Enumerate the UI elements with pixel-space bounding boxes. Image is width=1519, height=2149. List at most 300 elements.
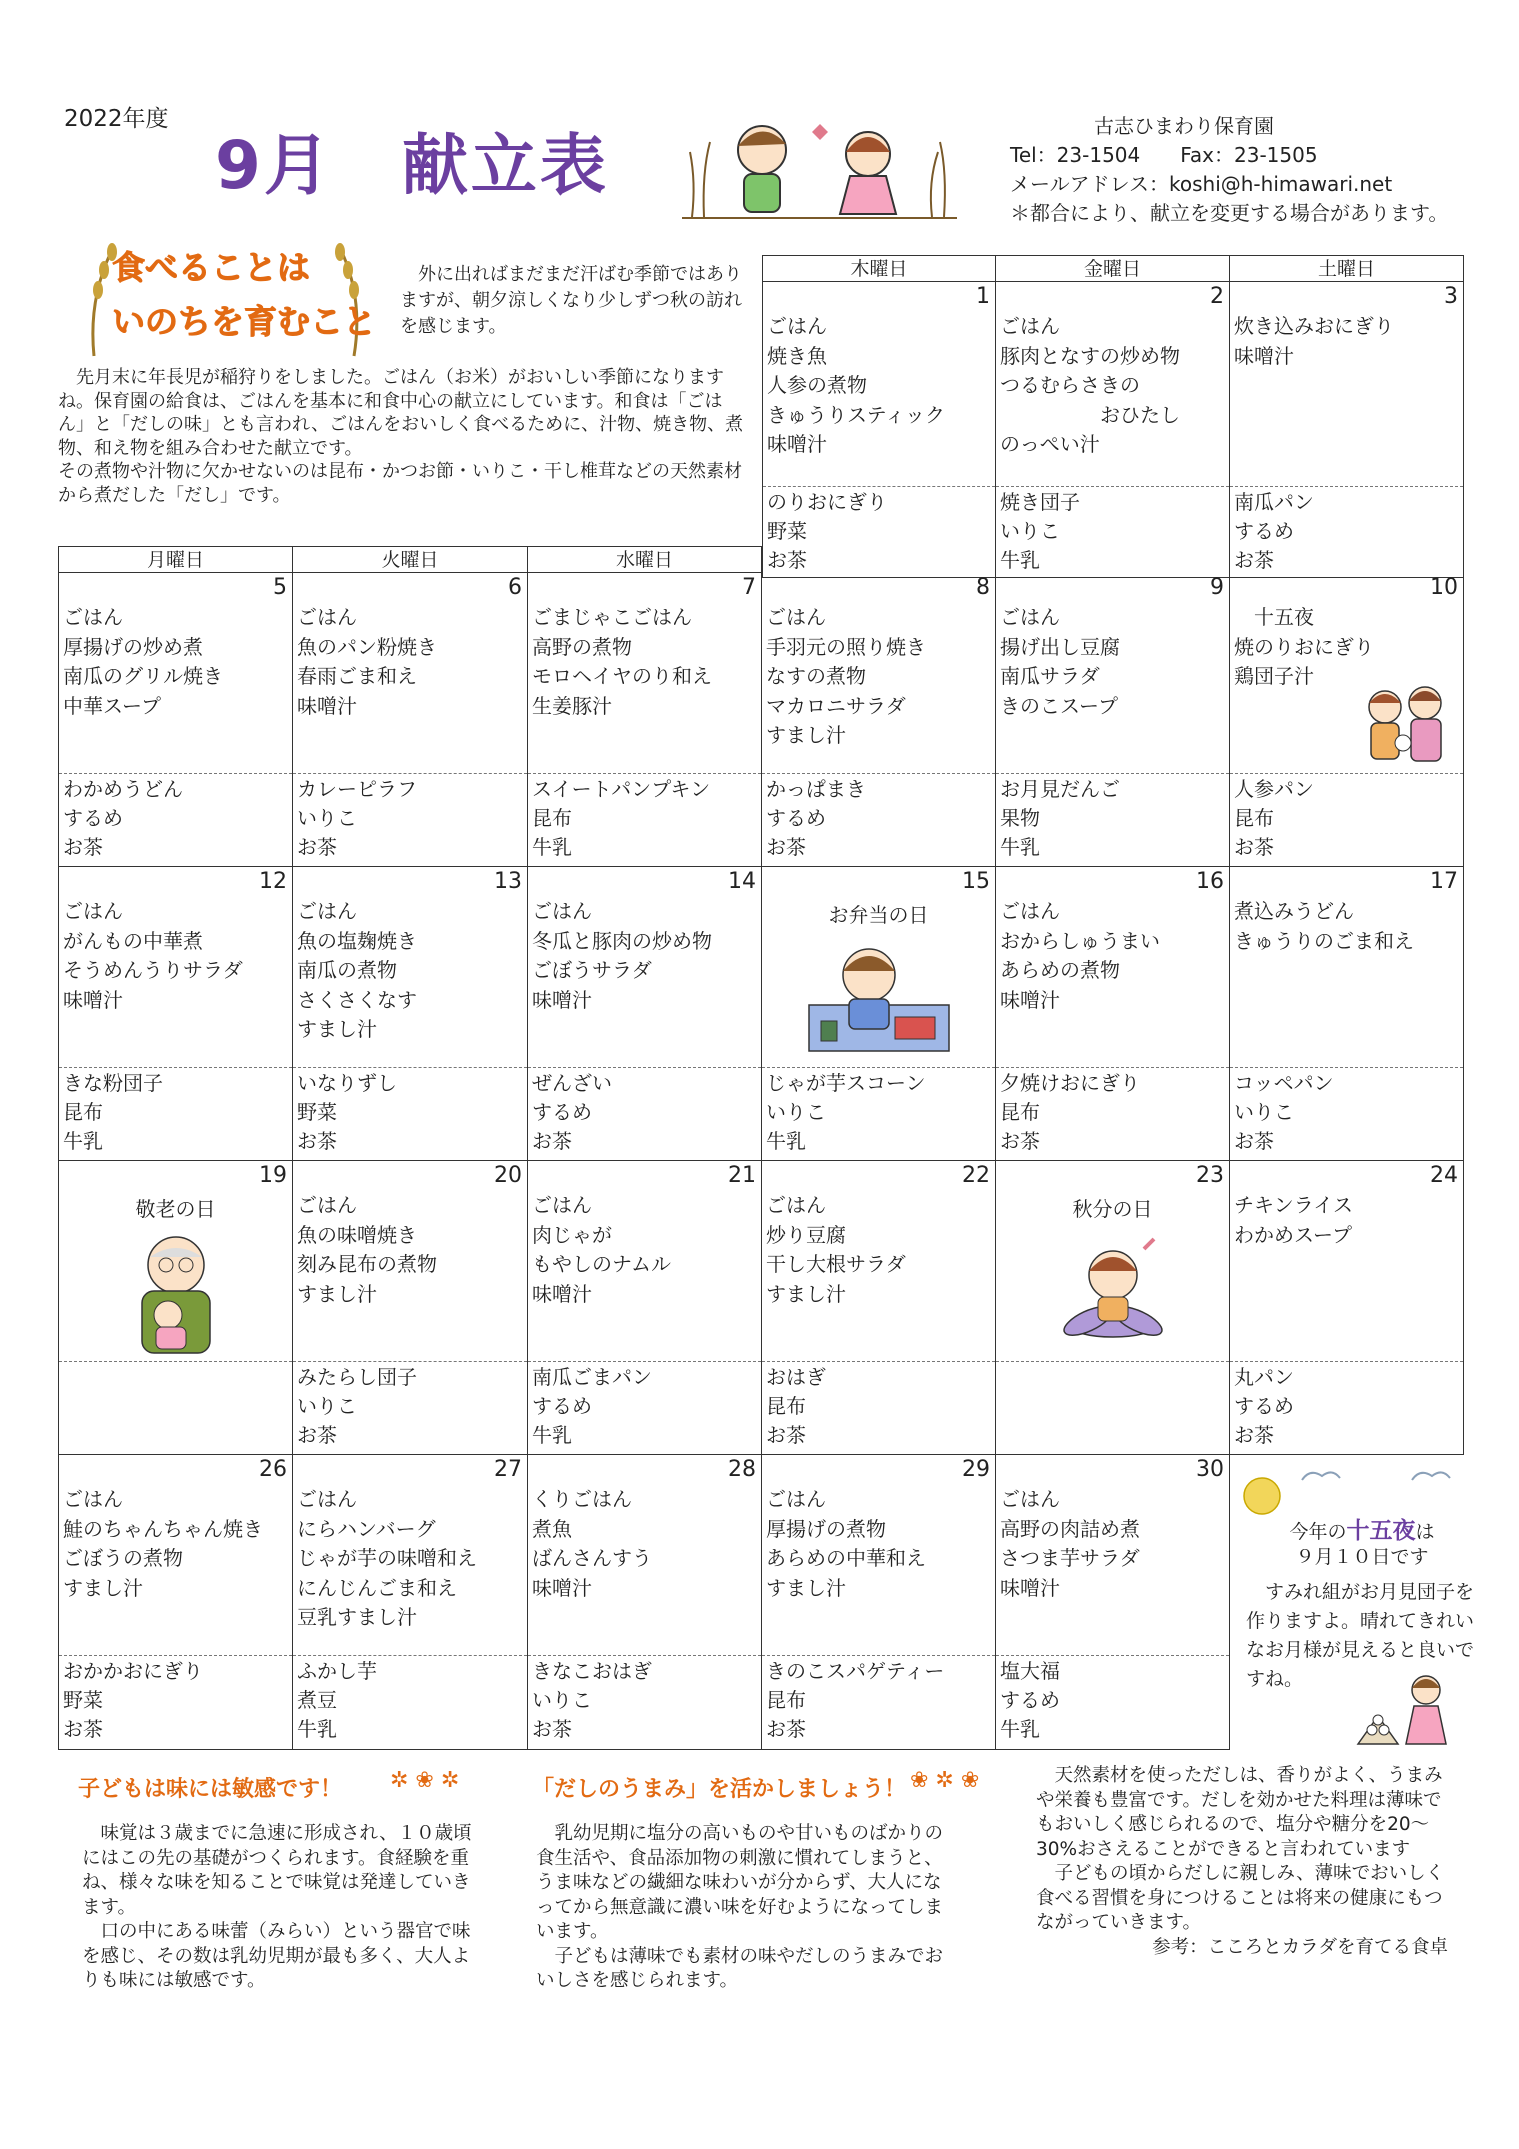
- lunch-menu: [297, 897, 523, 1045]
- day-number: 26: [259, 1457, 287, 1482]
- snack-item: お茶: [1234, 1423, 1274, 1447]
- slogan-line2: いのちを育むこと: [112, 302, 376, 341]
- snack-divider: [996, 1655, 1229, 1656]
- snack-menu: [532, 775, 757, 862]
- day-number: 9: [1210, 575, 1224, 600]
- lunch-item: ごはん: [63, 899, 123, 923]
- snack-item: お茶: [532, 1717, 572, 1741]
- lunch-item: すまし汁: [766, 723, 846, 747]
- day-number: 12: [259, 869, 287, 894]
- lunch-item: 魚のパン粉焼き: [297, 634, 437, 659]
- header-friday: 金曜日: [996, 255, 1230, 282]
- lunch-menu: [766, 1485, 991, 1603]
- snack-item: 焼き団子: [1000, 490, 1080, 514]
- lunch-item: ごはん: [766, 605, 826, 629]
- snack-item: きな粉団子: [63, 1071, 163, 1095]
- snack-item: するめ: [63, 806, 123, 830]
- day-number: 30: [1196, 1457, 1224, 1482]
- lunch-item: さつま芋サラダ: [1000, 1546, 1140, 1570]
- lunch-item: 中華スープ: [63, 693, 161, 718]
- lunch-item: ごはん: [767, 314, 827, 338]
- snack-item: 塩大福: [1000, 1659, 1060, 1683]
- day-cell-15: [762, 867, 996, 1161]
- event-label: 秋分の日: [1072, 1197, 1153, 1221]
- snack-item: 昆布: [532, 806, 572, 830]
- lunch-menu: [297, 1485, 523, 1633]
- event-label: お弁当の日: [828, 903, 929, 927]
- lunch-item: おひたし: [1000, 402, 1180, 427]
- snack-menu: [297, 1363, 523, 1450]
- lunch-item: 味噌汁: [63, 987, 123, 1012]
- lunch-menu: [1000, 312, 1225, 460]
- day-number: 27: [494, 1457, 522, 1482]
- snack-item: 煮豆: [297, 1688, 337, 1712]
- snack-item: 果物: [1000, 806, 1040, 830]
- header-saturday: 土曜日: [1230, 255, 1464, 282]
- lunch-menu: [63, 603, 288, 721]
- snack-menu: [766, 1363, 991, 1450]
- snack-item: お茶: [1000, 1129, 1040, 1153]
- lunch-menu: [532, 1191, 757, 1309]
- lunch-item: 味噌汁: [1000, 987, 1060, 1012]
- snack-menu: [532, 1363, 757, 1450]
- day-cell-30: [996, 1455, 1230, 1750]
- snack-menu: [1000, 488, 1225, 575]
- snack-menu: [1000, 1657, 1225, 1744]
- lunch-item: 味噌汁: [767, 432, 827, 456]
- day-cell-17: [1230, 867, 1464, 1161]
- day-number: 23: [1196, 1163, 1224, 1188]
- snack-menu: [297, 1069, 523, 1156]
- lunch-item: にらハンバーグ: [297, 1516, 436, 1541]
- lunch-item: ごはん: [63, 605, 123, 629]
- lunch-menu: [63, 1485, 288, 1603]
- snack-item: するめ: [1234, 1394, 1294, 1418]
- lunch-item: のっぺい汁: [1000, 432, 1100, 456]
- snack-item: みたらし団子: [297, 1365, 417, 1389]
- lunch-item: 焼のりおにぎり: [1234, 634, 1374, 659]
- snack-item: 野菜: [767, 519, 807, 543]
- snack-item: じゃが芋スコーン: [766, 1071, 926, 1095]
- lunch-item: さくさくなす: [297, 987, 417, 1012]
- snack-item: 夕焼けおにぎり: [1000, 1071, 1140, 1095]
- lunch-item: きのこスープ: [1000, 693, 1118, 718]
- day-number: 19: [259, 1163, 287, 1188]
- lunch-item: あらめの煮物: [1000, 958, 1120, 982]
- snack-item: するめ: [532, 1394, 592, 1418]
- decor-butterflies-1: ✲ ❀ ✲: [390, 1768, 460, 1793]
- snack-divider: [59, 1361, 292, 1362]
- snack-divider: [996, 1361, 1229, 1362]
- lunch-item: 干し大根サラダ: [766, 1252, 906, 1276]
- column3-p2: 子どもの頃からだしに親しみ、薄味でおいしく食べる習慣を身につけることは将来の健康にもつながっていきます。: [1036, 1863, 1445, 1933]
- lunch-item: ごはん: [297, 1193, 357, 1217]
- lunch-item: 味噌汁: [532, 1281, 592, 1306]
- moon-note-body: すみれ組がお月見団子を作りますよ。晴れてきれいなお月様が見えると良いですね。: [1246, 1581, 1475, 1690]
- lunch-menu: [532, 603, 757, 721]
- moon-note-date: ９月１０日です: [1295, 1546, 1429, 1568]
- snack-item: 南瓜ごまパン: [532, 1365, 652, 1389]
- lunch-item: 厚揚げの煮物: [766, 1516, 886, 1541]
- lunch-item: すまし汁: [297, 1281, 377, 1306]
- lunch-item: 煮込みうどん: [1234, 899, 1354, 923]
- snack-item: お茶: [63, 835, 103, 859]
- snack-item: 人参パン: [1234, 777, 1314, 801]
- day-cell-12: [58, 867, 293, 1161]
- snack-item: 昆布: [766, 1688, 806, 1712]
- snack-item: カレーピラフ: [297, 777, 417, 801]
- snack-item: ふかし芋: [297, 1659, 377, 1683]
- lunch-item: マカロニサラダ: [766, 693, 906, 718]
- day-illustration: [799, 935, 959, 1059]
- lunch-item: 味噌汁: [1234, 343, 1294, 368]
- day-cell-10: [1230, 573, 1464, 867]
- snack-divider: [528, 1361, 761, 1362]
- day-illustration: [1355, 677, 1455, 771]
- snack-item: ぜんざい: [532, 1071, 612, 1095]
- day-number: 15: [962, 869, 990, 894]
- snack-divider: [59, 1067, 292, 1068]
- day-cell-24: [1230, 1161, 1464, 1455]
- lunch-item: 豆乳すまし汁: [297, 1605, 417, 1629]
- snack-item: お茶: [1234, 548, 1274, 572]
- snack-menu: [767, 488, 991, 575]
- snack-item: するめ: [1234, 519, 1294, 543]
- lunch-item: がんもの中華煮: [63, 928, 203, 953]
- tel-fax: Tel：23-1504 Fax：23-1505: [1010, 143, 1318, 167]
- day-cell-23: [996, 1161, 1230, 1455]
- snack-item: 牛乳: [63, 1129, 103, 1153]
- snack-divider: [293, 1655, 527, 1656]
- day-illustration: [116, 1229, 236, 1363]
- lunch-item: 煮魚: [532, 1516, 572, 1541]
- snack-item: お茶: [767, 548, 807, 572]
- snack-item: お茶: [766, 1717, 806, 1741]
- snack-item: コッペパン: [1234, 1071, 1334, 1095]
- moon-note-line1: [1232, 1512, 1492, 1545]
- snack-menu: [1234, 775, 1459, 862]
- day-number: 13: [494, 869, 522, 894]
- lunch-item: 南瓜のグリル焼き: [63, 664, 223, 688]
- lunch-item: 十五夜: [1234, 605, 1314, 629]
- day-number: 8: [976, 575, 990, 600]
- day-number: 20: [494, 1163, 522, 1188]
- snack-divider: [528, 773, 761, 774]
- day-number: 1: [976, 284, 990, 309]
- snack-menu: [1234, 488, 1459, 575]
- day-cell-3: [1230, 282, 1464, 578]
- snack-menu: [297, 1657, 523, 1744]
- column1-title: 子どもは味には敏感です！: [78, 1777, 343, 1802]
- page-title: 9月 献立表: [215, 127, 609, 204]
- lunch-item: きゅうりのごま和え: [1234, 928, 1414, 953]
- lunch-item: すまし汁: [297, 1017, 377, 1041]
- snack-divider: [1230, 486, 1463, 487]
- snack-item: するめ: [1000, 1688, 1060, 1712]
- lunch-item: 人参の煮物: [767, 373, 867, 397]
- intro-paragraph-2: [58, 366, 748, 507]
- slogan-line1: 食べることは: [112, 248, 310, 287]
- snack-divider: [293, 1361, 527, 1362]
- lunch-menu: [1000, 897, 1225, 1015]
- snack-item: お茶: [63, 1717, 103, 1741]
- snack-item: お茶: [1234, 1129, 1274, 1153]
- lunch-item: もやしのナムル: [532, 1252, 671, 1276]
- snack-item: 野菜: [297, 1100, 337, 1124]
- lunch-menu: [297, 603, 523, 721]
- lunch-item: チキンライス: [1234, 1193, 1353, 1217]
- day-number: 7: [742, 575, 756, 600]
- day-cell-9: [996, 573, 1230, 867]
- snack-divider: [293, 773, 527, 774]
- lunch-menu: [1000, 1485, 1225, 1603]
- snack-divider: [762, 773, 995, 774]
- snack-divider: [293, 1067, 527, 1068]
- lunch-item: 手羽元の照り焼き: [766, 634, 926, 659]
- lunch-menu: [1234, 897, 1459, 956]
- snack-divider: [996, 486, 1229, 487]
- snack-item: わかめうどん: [63, 777, 183, 801]
- snack-divider: [59, 1655, 292, 1656]
- lunch-item: おからしゅうまい: [1000, 928, 1160, 953]
- year-label: 2022年度: [64, 106, 169, 132]
- lunch-item: 冬瓜と豚肉の炒め物: [532, 928, 712, 953]
- lunch-item: 鮭のちゃんちゃん焼き: [63, 1516, 263, 1541]
- snack-item: 牛乳: [1000, 548, 1040, 572]
- snack-item: いりこ: [1000, 519, 1060, 543]
- snack-item: 昆布: [1000, 1100, 1040, 1124]
- lunch-menu: [1000, 603, 1225, 721]
- lunch-item: 春雨ごま和え: [297, 664, 417, 688]
- snack-item: 野菜: [63, 1688, 103, 1712]
- lunch-item: ごはん: [532, 1193, 592, 1217]
- lunch-item: 厚揚げの炒め煮: [63, 634, 203, 659]
- snack-item: お茶: [297, 835, 337, 859]
- snack-item: いりこ: [1234, 1100, 1294, 1124]
- lunch-item: なすの煮物: [766, 664, 866, 688]
- lunch-item: 味噌汁: [1000, 1575, 1060, 1600]
- snack-item: かっぱまき: [766, 777, 866, 801]
- day-cell-13: [293, 867, 528, 1161]
- moon-note-pre: 今年の: [1289, 1521, 1347, 1543]
- lunch-item: 魚の味噌焼き: [297, 1222, 417, 1247]
- lunch-menu: [297, 1191, 523, 1309]
- lunch-menu: [766, 1191, 991, 1309]
- slogan-banner: [54, 236, 394, 358]
- snack-item: いりこ: [766, 1100, 826, 1124]
- lunch-item: ごはん: [297, 1487, 357, 1511]
- snack-item: いりこ: [297, 806, 357, 830]
- lunch-item: すまし汁: [766, 1575, 846, 1600]
- snack-item: きのこスパゲティー: [766, 1659, 945, 1683]
- snack-divider: [1230, 1361, 1463, 1362]
- lunch-item: きゅうりスティック: [767, 402, 945, 427]
- decor-butterflies-2: ❀ ✲ ❀: [910, 1768, 980, 1793]
- snack-item: いりこ: [532, 1688, 592, 1712]
- snack-divider: [996, 1067, 1229, 1068]
- girl-dango-illustration: [1338, 1668, 1458, 1750]
- lunch-item: ごはん: [766, 1487, 826, 1511]
- snack-menu: [1000, 1069, 1225, 1156]
- email-address: メールアドレス：koshi@h-himawari.net: [1010, 172, 1393, 196]
- snack-item: おかかおにぎり: [63, 1659, 203, 1683]
- snack-item: お月見だんご: [1000, 777, 1120, 801]
- lunch-item: ばんさんすう: [532, 1546, 652, 1570]
- day-cell-20: [293, 1161, 528, 1455]
- snack-item: お茶: [766, 835, 806, 859]
- snack-menu: [63, 775, 288, 862]
- day-number: 6: [508, 575, 522, 600]
- snack-menu: [766, 775, 991, 862]
- lunch-item: 高野の肉詰め煮: [1000, 1516, 1140, 1541]
- snack-menu: [532, 1657, 757, 1744]
- day-number: 16: [1196, 869, 1224, 894]
- day-cell-21: [528, 1161, 762, 1455]
- snack-item: 丸パン: [1234, 1365, 1294, 1389]
- lunch-item: ごはん: [1000, 899, 1060, 923]
- column2-title: 「だしのうまみ」を活かしましょう！: [532, 1777, 907, 1802]
- lunch-menu: [63, 897, 288, 1015]
- snack-item: スイートパンプキン: [532, 777, 711, 801]
- day-cell-8: [762, 573, 996, 867]
- column2-p2: 子どもは薄味でも素材の味やだしのうまみでおいしさを感じられます。: [536, 1945, 944, 1991]
- snack-item: 牛乳: [1000, 1717, 1040, 1741]
- day-cell-6: [293, 573, 528, 867]
- day-number: 2: [1210, 284, 1224, 309]
- lunch-item: 高野の煮物: [532, 634, 632, 659]
- snack-item: 昆布: [63, 1100, 103, 1124]
- day-cell-2: [996, 282, 1230, 578]
- moon-note-post: は: [1415, 1521, 1435, 1543]
- snack-item: お茶: [766, 1423, 806, 1447]
- lunch-menu: [532, 897, 757, 1015]
- day-number: 22: [962, 1163, 990, 1188]
- lunch-item: 生姜豚汁: [532, 693, 612, 718]
- lunch-item: ごはん: [297, 899, 357, 923]
- lunch-item: わかめスープ: [1234, 1222, 1352, 1247]
- lunch-item: 南瓜サラダ: [1000, 664, 1100, 688]
- snack-item: 牛乳: [766, 1129, 806, 1153]
- header-wednesday: 水曜日: [528, 546, 762, 573]
- snack-menu: [1234, 1363, 1459, 1450]
- intro-paragraph-1: 外に出ればまだまだ汗ばむ季節ではありますが、朝夕涼しくなり少しずつ秋の訪れを感じます。: [400, 264, 742, 337]
- snack-item: 昆布: [766, 1394, 806, 1418]
- snack-divider: [1230, 1067, 1463, 1068]
- day-number: 5: [273, 575, 287, 600]
- snack-item: するめ: [532, 1100, 592, 1124]
- day-cell-29: [762, 1455, 996, 1750]
- snack-divider: [762, 1067, 995, 1068]
- snack-item: お茶: [297, 1129, 337, 1153]
- lunch-item: 炒り豆腐: [766, 1222, 846, 1247]
- children-illustration: [682, 112, 957, 224]
- lunch-item: ごはん: [1000, 605, 1060, 629]
- contact-info: [1010, 112, 1448, 228]
- lunch-item: 肉じゃが: [532, 1222, 612, 1247]
- snack-item: 牛乳: [1000, 835, 1040, 859]
- snack-item: いなりずし: [297, 1071, 397, 1095]
- lunch-item: 味噌汁: [532, 987, 592, 1012]
- lunch-item: 刻み昆布の煮物: [297, 1252, 437, 1276]
- snack-item: きなこおはぎ: [532, 1659, 652, 1683]
- snack-item: 牛乳: [297, 1717, 337, 1741]
- day-cell-28: [528, 1455, 762, 1750]
- intro-text-2: 先月末に年長児が稲狩りをしました。ごはん（お米）がおいしい季節になりますね。保育園の給食は、ごはんを基本に和食中心の献立にしています。和食は「ごはん」と「だしの味」とも言われ、ごはんをおいしく食べるために、汁物、焼き物、煮物、和え物を組み合わせた献立です。: [58, 367, 744, 459]
- lunch-item: 味噌汁: [297, 693, 357, 718]
- snack-divider: [528, 1067, 761, 1068]
- day-number: 3: [1444, 284, 1458, 309]
- snack-item: のりおにぎり: [767, 490, 887, 514]
- day-number: 21: [728, 1163, 756, 1188]
- column3-body: [1036, 1764, 1448, 1960]
- day-cell-7: [528, 573, 762, 867]
- lunch-item: ごまじゃこごはん: [532, 605, 692, 629]
- snack-menu: [766, 1657, 991, 1744]
- lunch-menu: [1234, 312, 1459, 371]
- column2-body: [536, 1822, 958, 1994]
- snack-divider: [996, 773, 1229, 774]
- lunch-item: ごぼうサラダ: [532, 958, 652, 982]
- day-cell-1: [762, 282, 996, 578]
- day-number: 28: [728, 1457, 756, 1482]
- snack-item: いりこ: [297, 1394, 357, 1418]
- day-number: 14: [728, 869, 756, 894]
- snack-menu: [1000, 775, 1225, 862]
- snack-menu: [766, 1069, 991, 1156]
- header-tuesday: 火曜日: [293, 546, 528, 573]
- snack-divider: [762, 1655, 995, 1656]
- lunch-item: ごはん: [1000, 314, 1060, 338]
- lunch-menu: [767, 312, 991, 460]
- lunch-item: あらめの中華和え: [766, 1546, 926, 1570]
- day-cell-27: [293, 1455, 528, 1750]
- snack-item: お茶: [532, 1129, 572, 1153]
- lunch-item: ごはん: [766, 1193, 826, 1217]
- change-note: ＊都合により、献立を変更する場合があります。: [1010, 201, 1449, 225]
- snack-divider: [1230, 773, 1463, 774]
- day-cell-19: [58, 1161, 293, 1455]
- snack-divider: [59, 773, 292, 774]
- event-label: 敬老の日: [135, 1197, 216, 1221]
- snack-item: 昆布: [1234, 806, 1274, 830]
- day-cell-14: [528, 867, 762, 1161]
- snack-item: おはぎ: [766, 1365, 826, 1389]
- column1-body: [82, 1822, 482, 1994]
- lunch-item: 鶏団子汁: [1234, 664, 1314, 688]
- lunch-item: にんじんごま和え: [297, 1575, 457, 1600]
- lunch-item: 炊き込みおにぎり: [1234, 314, 1394, 338]
- column3-p1: 天然素材を使っただしは、香りがよく、うまみや栄養も豊富です。だしを効かせた料理は薄味でもおいしく感じられるので、塩分や糖分を20～30%おさえることができると言われています: [1036, 1765, 1443, 1860]
- lunch-item: ごはん: [1000, 1487, 1060, 1511]
- lunch-menu: [766, 603, 991, 751]
- lunch-item: ごはん: [532, 899, 592, 923]
- snack-item: お茶: [297, 1423, 337, 1447]
- lunch-item: ごぼうの煮物: [63, 1546, 183, 1570]
- snack-item: 牛乳: [532, 835, 572, 859]
- day-cell-5: [58, 573, 293, 867]
- lunch-item: 味噌汁: [532, 1575, 592, 1600]
- snack-item: 南瓜パン: [1234, 490, 1314, 514]
- lunch-item: すまし汁: [63, 1575, 143, 1600]
- snack-menu: [1234, 1069, 1459, 1156]
- lunch-item: ごはん: [297, 605, 357, 629]
- nursery-name: 古志ひまわり保育園: [1094, 114, 1274, 138]
- day-number: 29: [962, 1457, 990, 1482]
- snack-item: 牛乳: [532, 1423, 572, 1447]
- lunch-menu: [1234, 1191, 1459, 1250]
- column1-p1: 味覚は３歳までに急速に形成され、１０歳頃にはこの先の基礎がつくられます。食経験を重ね、様々な味を知ることで味覚は発達していきます。: [82, 1823, 472, 1918]
- lunch-item: くりごはん: [532, 1487, 632, 1511]
